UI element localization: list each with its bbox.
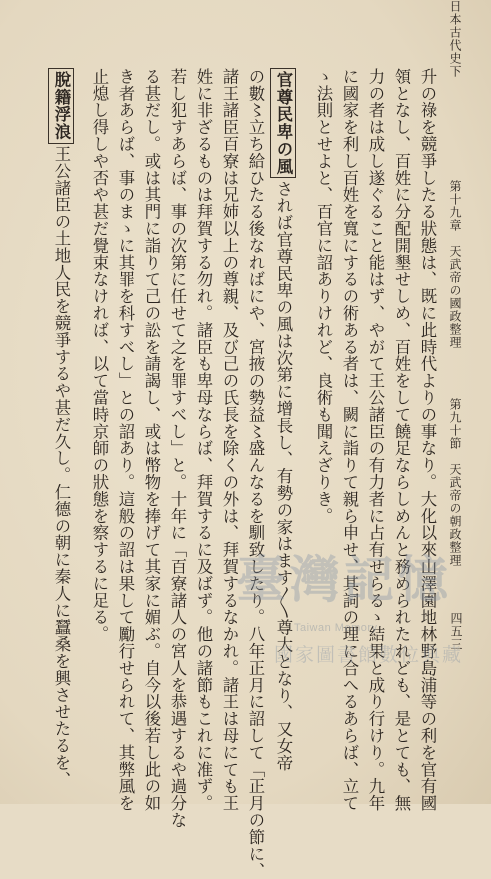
- text-column: 力の者は成し遂ぐること能はず、やがて王公諸臣の有力者に占有せらるゝ結果と成り行けり。九年: [366, 68, 385, 812]
- text-column: 姓に非ざるものは拜賀する勿れ。諸臣も卑母ならば、拜賀するに及ばず。他の諸節もこれに准ず。: [194, 68, 213, 812]
- text-column: 升の祿を競爭したる狀態は、既に此時代よりの事なり。大化以來山澤園地林野島浦等の利を官有國: [418, 68, 437, 812]
- section-heading: 脫籍浮浪: [48, 68, 74, 144]
- text-column: 領となし、百姓に分配開墾せしめ、百姓をして饒足ならしめんと務められたれども、是とても、無: [392, 68, 411, 812]
- text-column: ゝ法則とせよと、百官に詔ありけれど、良術も聞えざりき。: [314, 68, 333, 525]
- section-heading: 官尊民卑の風: [270, 68, 296, 178]
- page-number: 四五三: [449, 612, 463, 651]
- text-column: き者あらば、事のまゝに其罪を科すべし」との詔あり。這般の詔は果して勵行せられて、其弊風を: [116, 68, 135, 812]
- section-title: 第九十節 天武帝の朝政整理: [448, 398, 462, 567]
- text-column: 若し犯すあらば、事の次第に任せて之を罪すべし」と。十年に「百寮諸人の宮人を恭遇するや過分な: [168, 68, 187, 829]
- text-column: 諸王諸臣百寮は兄姉以上の尊親、及び己の氏長を除くの外は、拜賀するなかれ。諸王は母にても王: [220, 68, 239, 812]
- text-column: 官尊民卑の風されば官尊民卑の風は次第に增長し、有勢の家はます〳〵尊大となり、又女帝: [270, 68, 296, 771]
- text-column: 脫籍浮浪王公諸臣の土地人民を競爭するや甚だ久し。仁德の朝に秦人に蠶桑を興させたるを、: [48, 68, 74, 788]
- watermark-logo-text: 臺灣記憶: [236, 550, 452, 609]
- text-column: る甚だし。或は其門に詣りて己の訟を請謁し、或は幣物を捧げて其家に媚ぶ。自今以後若し此の如: [142, 68, 161, 812]
- watermark-english: Taiwan Memory: [294, 622, 378, 634]
- text-column: に國家を利し百姓を寬にするの術ある者は、闕に詣りて親ら申せ、其詞の理に合へるあらば、立て: [340, 68, 359, 812]
- chapter-title: 第十九章 天武帝の國政整理: [448, 180, 462, 349]
- text-column: の數〻立ち給ひたる後なればにや、宮掖の勢益〻盛んなるを馴致したり。八年正月に詔して「正月の節に、: [246, 68, 265, 879]
- book-title: 日本古代史下: [448, 0, 462, 78]
- watermark-institution: 國家圖書館數位典藏: [274, 644, 464, 666]
- text-column: 止熄し得しや否や甚だ覺束なければ、以て當時京師の狀態を察するに足る。: [90, 68, 109, 643]
